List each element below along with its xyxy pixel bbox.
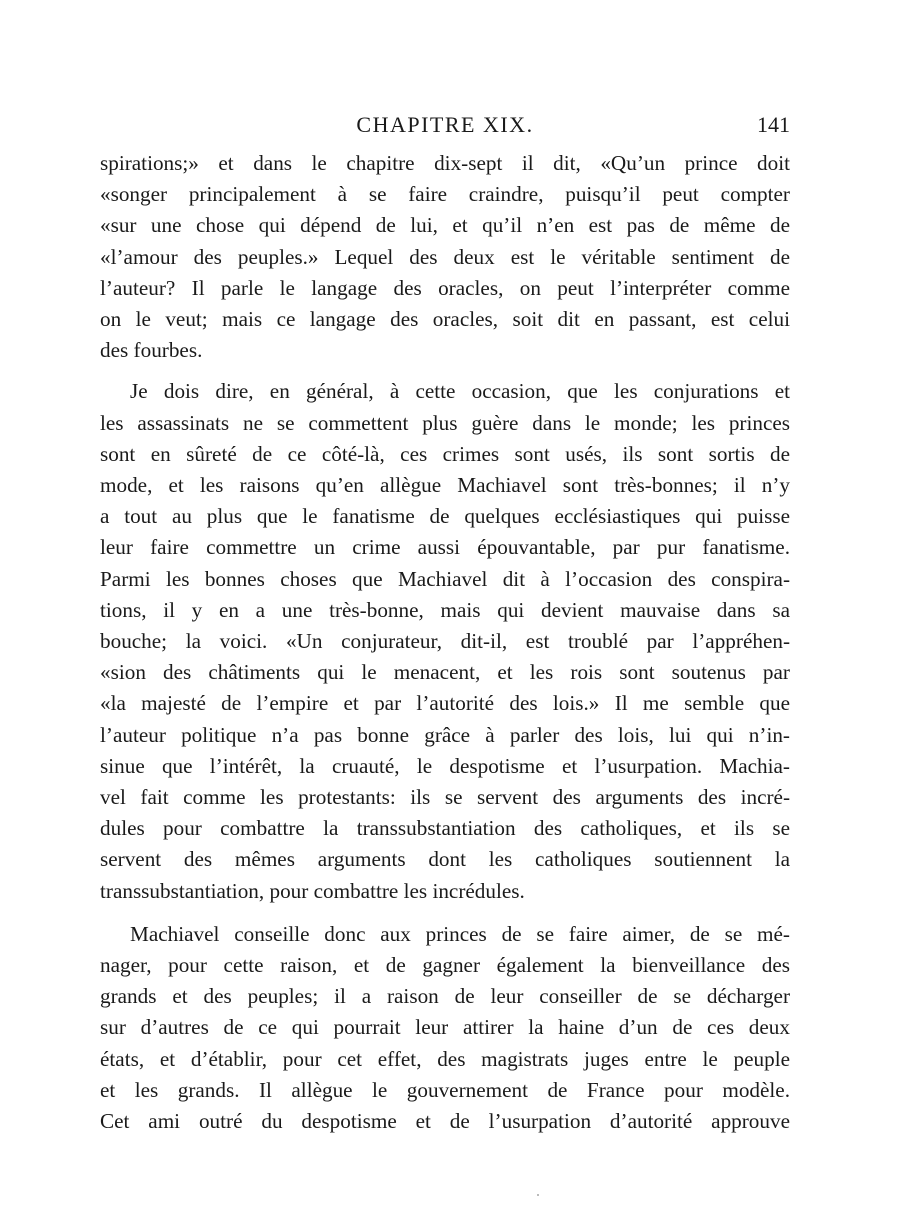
text-line: sur d’autres de ce qui pourrait leur attirer la haine d’un de ces deux [100, 1015, 790, 1040]
chapter-title: CHAPITRE XIX. [356, 112, 534, 137]
paragraph-2 [100, 376, 790, 906]
text-line: mode, et les raisons qu’en allègue Machiavel sont très-bonnes; il n’y [100, 473, 790, 498]
text-line: des fourbes. [100, 338, 203, 363]
text-line: sinue que l’intérêt, la cruauté, le despotisme et l’usurpation. Machia- [100, 753, 790, 778]
text-line: bouche; la voici. «Un conjurateur, dit-il, est troublé par l’appréhen- [100, 629, 790, 654]
text-line: transsubstantiation, pour combattre les incrédules. [100, 878, 525, 903]
body-text [100, 148, 790, 1137]
text-line: grands et des peuples; il a raison de leur conseiller de se décharger [100, 984, 790, 1009]
print-speck [537, 1194, 539, 1196]
text-line: spirations;» et dans le chapitre dix-sept il dit, «Qu’un prince doit [100, 151, 790, 175]
paragraph-3 [100, 919, 790, 1137]
text-line: on le veut; mais ce langage des oracles, soit dit en passant, est celui [100, 307, 790, 332]
page-number: 141 [757, 112, 790, 137]
text-line: leur faire commettre un crime aussi épouvantable, par pur fanatisme. [100, 535, 790, 560]
text-line: et les grands. Il allègue le gouvernement de France pour modèle. [100, 1077, 790, 1102]
text-line: «l’amour des peuples.» Lequel des deux est le véritable sentiment de [100, 244, 790, 269]
text-line: sont en sûreté de ce côté-là, ces crimes sont usés, ils sont sortis de [100, 441, 790, 466]
text-line: a tout au plus que le fanatisme de quelques ecclésiastiques qui puisse [100, 504, 790, 529]
text-line: «la majesté de l’empire et par l’autorité des lois.» Il me semble que [100, 691, 790, 716]
text-line: tions, il y en a une très-bonne, mais qui devient mauvaise dans sa [100, 597, 790, 622]
text-line: l’auteur politique n’a pas bonne grâce à parler des lois, lui qui n’in- [100, 722, 790, 747]
text-line: «sur une chose qui dépend de lui, et qu’il n’en est pas de même de [100, 213, 790, 238]
text-line: les assassinats ne se commettent plus guère dans le monde; les princes [100, 410, 790, 435]
text-line: servent des mêmes arguments dont les catholiques soutiennent la [100, 847, 790, 872]
text-line: Parmi les bonnes choses que Machiavel dit à l’occasion des conspira- [100, 566, 790, 591]
text-line: dules pour combattre la transsubstantiation des catholiques, et ils se [100, 816, 790, 841]
text-line: «songer principalement à se faire craindre, puisqu’il peut compter [100, 182, 790, 207]
text-line: nager, pour cette raison, et de gagner également la bienveillance des [100, 953, 790, 978]
text-line: Machiavel conseille donc aux princes de se faire aimer, de se mé- [130, 921, 790, 946]
text-line: Je dois dire, en général, à cette occasion, que les conjurations et [130, 379, 790, 404]
text-line: l’auteur? Il parle le langage des oracles, on peut l’interpréter comme [100, 275, 790, 300]
running-head [100, 108, 790, 148]
paragraph-1 [100, 148, 790, 366]
text-line: vel fait comme les protestants: ils se servent des arguments des incré- [100, 785, 790, 810]
text-line: Cet ami outré du despotisme et de l’usurpation d’autorité approuve [100, 1109, 790, 1134]
text-line: «sion des châtiments qui le menacent, et les rois sont soutenus par [100, 660, 790, 685]
book-page [100, 108, 790, 1137]
text-line: états, et d’établir, pour cet effet, des magistrats juges entre le peuple [100, 1046, 790, 1071]
